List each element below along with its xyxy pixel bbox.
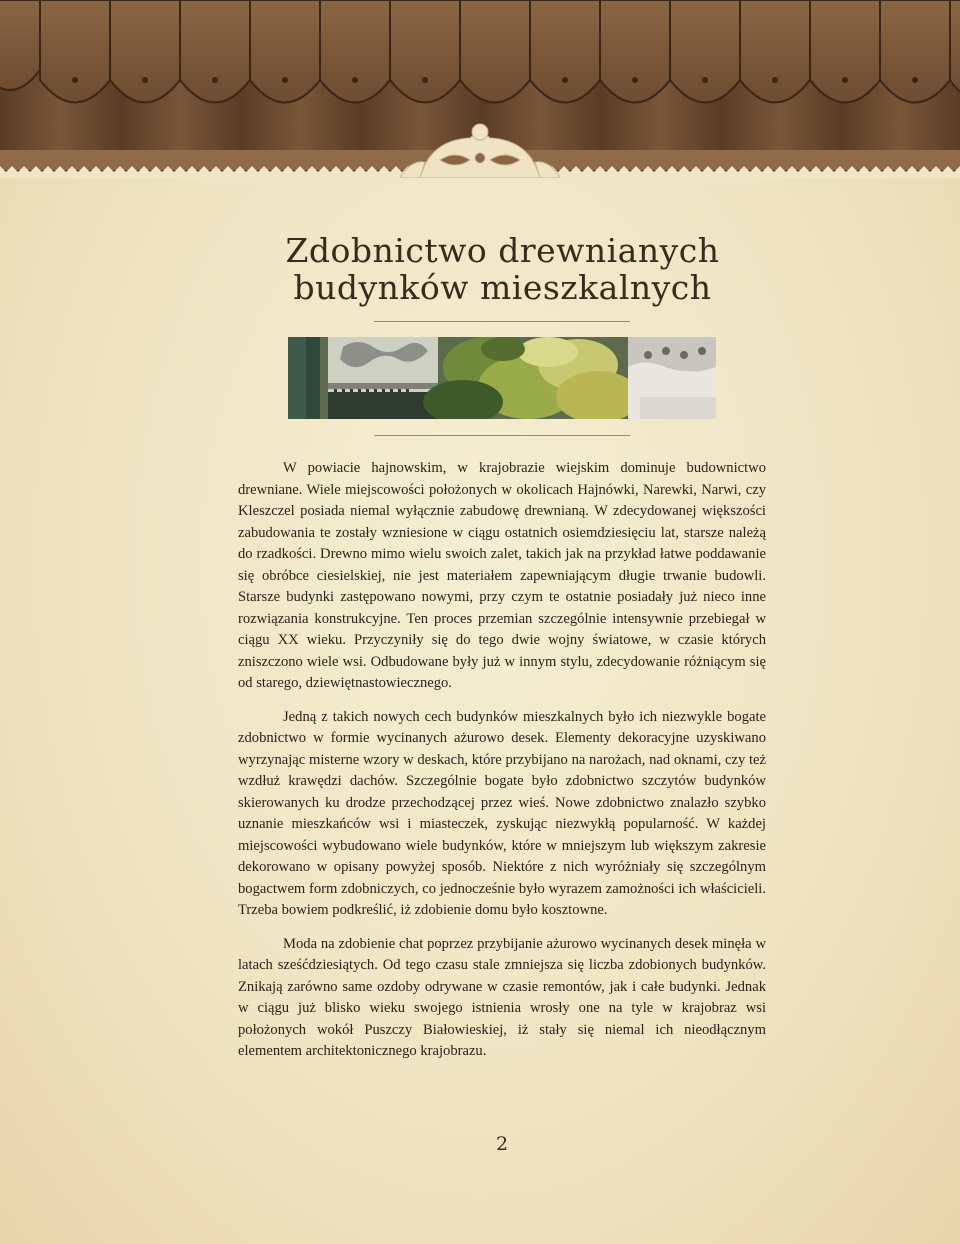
article-body	[238, 458, 766, 1075]
photo-divider-bottom	[374, 435, 630, 436]
title-divider-top	[374, 321, 630, 322]
paragraph-1: W powiacie hajnowskim, w krajobrazie wiejskim dominuje budownictwo drewniane. Wiele miejscowości położonych w okolicach Hajnówki, Narewki, Narwi, czy Kleszczel posiada niemal wyłącznie zabudowę drewnianą. W zdecydowanej większości zabudowania te zostały wzniesione w ciągu ostatnich osiemdziesięciu lat, starsze należą do rzadkości. Drewno mimo wielu swoich zalet, takich jak na przykład łatwe poddawanie się obróbce ciesielskiej, nie jest materiałem zapewniającym długie trwanie budowli. Starsze budynki zastępowano nowymi, przy czym te ostatnie posiadały już nieco inne rozwiązania konstrukcyjne. Ten proces przemian szczególnie intensywnie przebiegał w ciągu XX wieku. Przyczyniły się do tego dwie wojny światowe, w czasie których zniszczono wiele wsi. Odbudowane były już w innym stylu, zdecydowanie różniącym się od starego, dziewiętnastowiecznego.	[238, 460, 766, 691]
page-number: 2	[495, 1133, 509, 1155]
wooden-header-decoration	[0, 0, 960, 178]
carved-window-photo	[288, 337, 716, 419]
paragraph-2: Jedną z takich nowych cech budynków mieszkalnych było ich niezwykle bogate zdobnictwo w formie wycinanych ażurowo desek. Elementy dekoracyjne uzyskiwano wyrzynając misterne wzory w deskach, które przybijano na narożach, nad oknami, czy też wzdłuż krawędzi dachów. Szczególnie bogate było zdobnictwo szczytów budynków skierowanych ku drodze przechodzącej przez wieś. Nowe zdobnictwo znalazło szybko uznanie mieszkańców wsi i miasteczek, zyskując niezwykłą popularność. W każdej miejscowości wybudowano wiele budynków, które w mniejszym lub większym zakresie dekorowano w opisany powyżej sposób. Niektóre z nich wyróżniały się szczególnym bogactwem form zdobniczych, co jednocześnie było wyrazem zamożności ich właścicieli. Trzeba bowiem podkreślić, iż zdobienie domu było kosztowne.	[238, 708, 766, 918]
page-title: Zdobnictwo drewnianych budynków mieszkalnych	[285, 231, 720, 308]
paragraph-3: Moda na zdobienie chat poprzez przybijanie ażurowo wycinanych desek minęła w latach sześćdziesiątych. Od tego czasu stale zmniejsza się liczba zdobionych budynków. Znikają zarówno same ozdoby odrywane w czasie remontów, jak i całe budynki. Jednak w ciągu już blisko wieku swojego istnienia wrosły one na tyle w krajobraz wsi położonych wokół Puszczy Białowieskiej, iż stały się niemal ich nieodłącznym elementem architektonicznego krajobrazu.	[238, 935, 766, 1059]
